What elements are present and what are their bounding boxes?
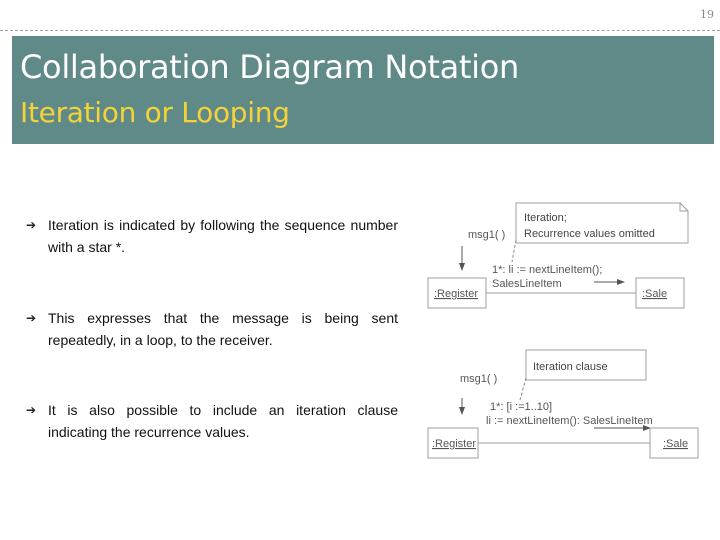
arrow-right-icon: ➔ xyxy=(26,403,37,417)
message-line-2: li := nextLineItem(): SalesLineItem xyxy=(486,415,653,427)
note-anchor xyxy=(520,378,526,400)
page-number: 19 xyxy=(700,8,714,21)
bullet-text: This expresses that the message is being sent repeatedly, in a loop, to the receiver. xyxy=(48,310,398,348)
object-sale-label: :Sale xyxy=(663,438,689,450)
arrow-right-icon: ➔ xyxy=(26,218,37,232)
message-line-1: 1*: [i :=1..10] xyxy=(490,401,553,413)
diagram-bottom xyxy=(428,350,698,458)
incoming-message: msg1( ) xyxy=(460,373,498,385)
bullet-text: Iteration is indicated by following the sequence number with a star *. xyxy=(48,217,398,255)
note-text: Iteration clause xyxy=(533,361,608,373)
note-line-2: Recurrence values omitted xyxy=(524,228,655,240)
diagram-top xyxy=(428,203,688,308)
arrow-right-icon: ➔ xyxy=(26,311,37,325)
note-line-1: Iteration; xyxy=(524,212,567,224)
note-anchor xyxy=(512,240,516,262)
object-register-label: :Register xyxy=(434,288,479,300)
bullet-text: It is also possible to include an iteration clause indicating the recurrence values. xyxy=(48,402,398,440)
object-register-label: :Register xyxy=(432,438,477,450)
message-line-1: 1*: li := nextLineItem(); xyxy=(492,264,603,276)
message-line-2: SalesLineItem xyxy=(492,278,562,290)
incoming-message: msg1( ) xyxy=(468,229,506,241)
object-sale-label: :Sale xyxy=(642,288,668,300)
slide-subtitle: Iteration or Looping xyxy=(20,96,290,129)
slide-title: Collaboration Diagram Notation xyxy=(20,48,519,86)
